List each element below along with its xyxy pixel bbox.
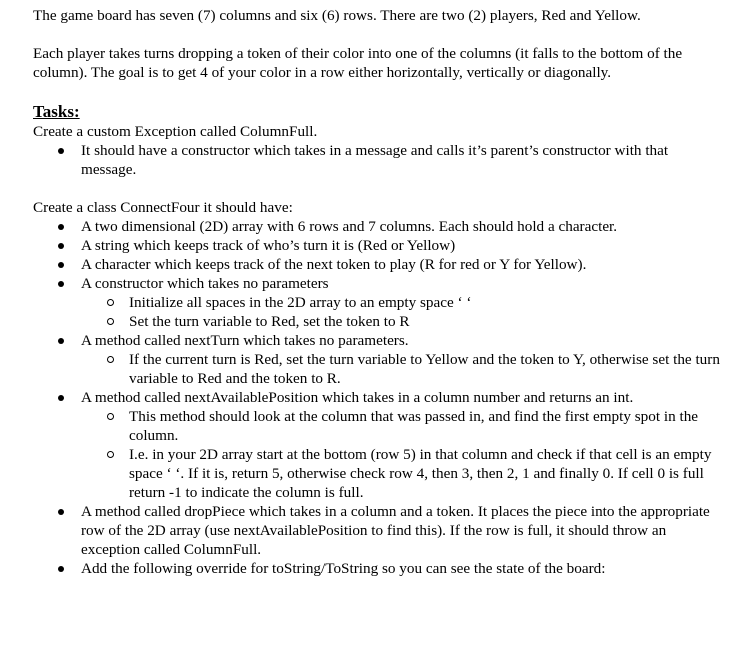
exception-intro: Create a custom Exception called ColumnFull. — [33, 123, 318, 140]
sub-list-item — [129, 350, 723, 388]
list-item-text: A method called nextTurn which takes no parameters. — [81, 332, 409, 349]
list-item — [81, 502, 723, 559]
sub-list-item — [129, 407, 723, 445]
list-item — [81, 274, 723, 331]
intro-paragraph-2: Each player takes turns dropping a token of their color into one of the columns (it falls to the bottom of the column). The goal is to get 4 of your color in a row either horizontally, vertically or diagonally. — [33, 45, 683, 81]
bullet-icon — [58, 281, 64, 287]
bullet-icon — [58, 148, 64, 154]
sub-list — [81, 407, 723, 502]
list-item-text: A two dimensional (2D) array with 6 rows and 7 columns. Each should hold a character. — [81, 218, 618, 235]
class-requirements-list — [33, 217, 723, 578]
bullet-icon — [58, 395, 64, 401]
hollow-bullet-icon — [107, 451, 114, 458]
list-item — [81, 217, 723, 236]
list-item — [81, 388, 723, 502]
list-item-text: A string which keeps track of who’s turn it is (Red or Yellow) — [81, 237, 456, 254]
list-item — [81, 141, 723, 179]
document-page — [33, 6, 723, 578]
list-item-text: A method called dropPiece which takes in a column and a token. It places the piece into the appropriate row of the 2D array (use nextAvailablePosition to find this). If the row is full, it should throw an exception called ColumnFull. — [81, 503, 710, 558]
sub-list — [81, 293, 723, 331]
sub-list-item-text: Set the turn variable to Red, set the token to R — [129, 313, 410, 330]
bullet-icon — [58, 224, 64, 230]
sub-list — [81, 350, 723, 388]
bullet-icon — [58, 509, 64, 515]
intro-paragraph-1: The game board has seven (7) columns and six (6) rows. There are two (2) players, Red and Yellow. — [33, 7, 641, 24]
hollow-bullet-icon — [107, 318, 114, 325]
sub-list-item — [129, 445, 723, 502]
sub-list-item-text: If the current turn is Red, set the turn variable to Yellow and the token to Y, otherwise set the turn variable to Red and the token to R. — [129, 351, 720, 387]
sub-list-item — [129, 312, 723, 331]
sub-list-item-text: I.e. in your 2D array start at the bottom (row 5) in that column and check if that cell is an empty space ‘ ‘. If it is, return 5, otherwise check row 4, then 3, then 2, 1 and finally 0. If cell 0 is full return -1 to indicate the column is full. — [129, 446, 712, 501]
list-item — [81, 559, 723, 578]
list-item-text: A method called nextAvailablePosition which takes in a column number and returns an int. — [81, 389, 634, 406]
tasks-heading: Tasks: — [33, 102, 80, 121]
bullet-icon — [58, 243, 64, 249]
list-item — [81, 331, 723, 388]
hollow-bullet-icon — [107, 356, 114, 363]
sub-list-item-text: This method should look at the column that was passed in, and find the first empty spot in the column. — [129, 408, 699, 444]
bullet-icon — [58, 262, 64, 268]
list-item-text: Add the following override for toString/ToString so you can see the state of the board: — [81, 560, 606, 577]
hollow-bullet-icon — [107, 299, 114, 306]
list-item — [81, 236, 723, 255]
bullet-icon — [58, 566, 64, 572]
sub-list-item-text: Initialize all spaces in the 2D array to an empty space ‘ ‘ — [129, 294, 472, 311]
hollow-bullet-icon — [107, 413, 114, 420]
list-item — [81, 255, 723, 274]
list-item-text: It should have a constructor which takes in a message and calls it’s parent’s constructor with that message. — [81, 142, 669, 178]
list-item-text: A character which keeps track of the next token to play (R for red or Y for Yellow). — [81, 256, 587, 273]
list-item-text: A constructor which takes no parameters — [81, 275, 329, 292]
bullet-icon — [58, 338, 64, 344]
exception-list — [33, 141, 723, 179]
class-intro: Create a class ConnectFour it should have: — [33, 199, 293, 216]
sub-list-item — [129, 293, 723, 312]
